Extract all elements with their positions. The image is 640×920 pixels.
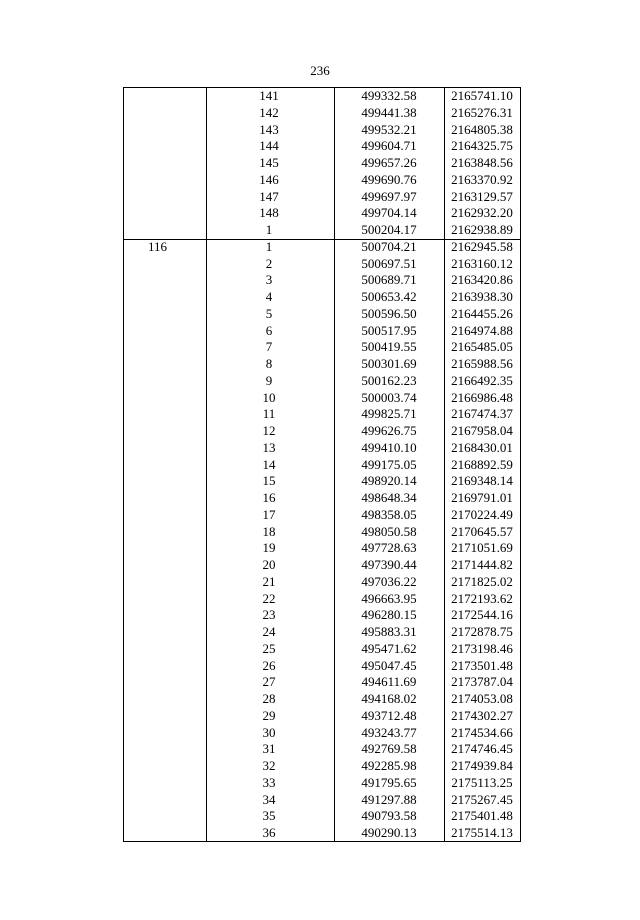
point-cell: 2 — [265, 255, 273, 271]
x-coordinate-cell: 498648.34 — [361, 490, 417, 505]
x-coordinate-cell: 499604.71 — [361, 138, 417, 154]
x-coordinate-cell: 497390.44 — [361, 557, 417, 572]
y-coordinate-cell: 2174939.84 — [451, 758, 513, 773]
y-coordinate-cell: 2163848.56 — [451, 155, 513, 170]
table-row — [124, 239, 520, 256]
point-cell: 28 — [262, 691, 276, 706]
block-cell — [148, 607, 188, 624]
point-cell: 24 — [262, 624, 276, 639]
x-coordinate-cell: 499532.21 — [361, 121, 417, 137]
point-cell: 9 — [265, 372, 273, 388]
block-cell — [148, 373, 188, 390]
point-cell: 5 — [265, 305, 273, 321]
block-cell — [148, 457, 188, 474]
table-row — [124, 574, 520, 591]
point-cell: 143 — [259, 121, 279, 137]
table-row — [124, 256, 520, 273]
point-cell: 142 — [259, 104, 279, 120]
table-row — [124, 691, 520, 708]
x-coordinate-cell: 492769.58 — [361, 741, 417, 757]
point-cell: 35 — [262, 808, 276, 824]
table-row — [124, 189, 520, 206]
y-coordinate-cell: 2171051.69 — [451, 540, 513, 556]
block-cell — [148, 323, 188, 340]
block-cell — [148, 289, 188, 306]
table-row — [124, 373, 520, 390]
table-row — [124, 155, 520, 172]
x-coordinate-cell: 500204.17 — [361, 222, 417, 237]
y-coordinate-cell: 2164974.88 — [451, 322, 513, 338]
x-coordinate-cell: 499626.75 — [361, 423, 417, 438]
point-cell: 32 — [262, 758, 276, 773]
table-row — [124, 758, 520, 775]
x-coordinate-cell: 493712.48 — [361, 707, 417, 723]
x-coordinate-cell: 491297.88 — [361, 791, 417, 807]
table-row — [124, 490, 520, 507]
block-cell — [148, 205, 188, 222]
y-coordinate-cell: 2175514.13 — [451, 825, 513, 840]
point-cell: 1 — [265, 238, 273, 254]
table-row — [124, 658, 520, 675]
table-row — [124, 808, 520, 825]
y-coordinate-cell: 2170224.49 — [451, 506, 513, 522]
table-row — [124, 624, 520, 641]
x-coordinate-cell: 490793.58 — [361, 808, 417, 824]
block-cell — [148, 540, 188, 557]
x-coordinate-cell: 499690.76 — [361, 171, 417, 187]
table-row — [124, 674, 520, 691]
point-cell: 11 — [262, 406, 276, 422]
point-cell: 1 — [265, 222, 273, 237]
x-coordinate-cell: 499704.14 — [361, 205, 417, 221]
y-coordinate-cell: 2168892.59 — [451, 456, 513, 472]
table-row — [124, 440, 520, 457]
point-cell: 146 — [259, 171, 279, 187]
block-cell — [148, 306, 188, 323]
y-coordinate-cell: 2172544.16 — [451, 607, 513, 623]
point-cell: 4 — [265, 289, 273, 304]
y-coordinate-cell: 2163938.30 — [451, 289, 513, 304]
point-cell: 15 — [262, 473, 276, 489]
table-row — [124, 457, 520, 474]
point-cell: 12 — [262, 423, 276, 438]
block-cell — [148, 122, 188, 139]
y-coordinate-cell: 2170645.57 — [451, 523, 513, 539]
block-cell — [148, 658, 188, 675]
y-coordinate-cell: 2162932.20 — [451, 205, 513, 221]
point-cell: 33 — [262, 774, 276, 790]
y-coordinate-cell: 2163420.86 — [451, 272, 513, 288]
block-cell — [148, 591, 188, 608]
table-row — [124, 88, 520, 105]
y-coordinate-cell: 2166986.48 — [451, 389, 513, 405]
block-cell — [148, 272, 188, 289]
point-cell: 29 — [262, 707, 276, 723]
y-coordinate-cell: 2165741.10 — [451, 88, 513, 103]
table-row — [124, 222, 520, 239]
table-row — [124, 725, 520, 742]
point-cell: 25 — [262, 640, 276, 656]
block-cell — [148, 624, 188, 641]
point-cell: 14 — [262, 456, 276, 472]
block-cell: 116 — [148, 238, 168, 254]
y-coordinate-cell: 2164455.26 — [451, 305, 513, 321]
page-number: 236 — [310, 63, 330, 78]
y-coordinate-cell: 2171444.82 — [451, 557, 513, 572]
block-cell — [148, 741, 188, 758]
block-cell — [148, 390, 188, 407]
y-coordinate-cell: 2173198.46 — [451, 640, 513, 656]
x-coordinate-cell: 500697.51 — [361, 255, 417, 271]
y-coordinate-cell: 2175113.25 — [451, 774, 513, 790]
point-cell: 8 — [265, 356, 273, 371]
table-row — [124, 122, 520, 139]
point-cell: 16 — [262, 490, 276, 505]
block-cell — [148, 356, 188, 373]
table-row — [124, 540, 520, 557]
block-cell — [148, 440, 188, 457]
x-coordinate-cell: 500162.23 — [361, 372, 417, 388]
table-row — [124, 272, 520, 289]
block-cell — [148, 674, 188, 691]
point-cell: 23 — [262, 607, 276, 623]
table-row — [124, 323, 520, 340]
table-row — [124, 105, 520, 122]
y-coordinate-cell: 2162938.89 — [451, 222, 513, 237]
point-cell: 10 — [262, 389, 276, 405]
block-cell — [148, 222, 188, 239]
block-cell — [148, 339, 188, 356]
block-cell — [148, 758, 188, 775]
x-coordinate-cell: 499332.58 — [361, 88, 417, 103]
block-cell — [148, 725, 188, 742]
table-row — [124, 607, 520, 624]
block-cell — [148, 524, 188, 541]
block-cell — [148, 691, 188, 708]
x-coordinate-cell: 500517.95 — [361, 322, 417, 338]
table-row — [124, 741, 520, 758]
table-row — [124, 708, 520, 725]
table-row — [124, 507, 520, 524]
coordinate-table — [123, 87, 521, 842]
y-coordinate-cell: 2162945.58 — [451, 238, 513, 254]
x-coordinate-cell: 498920.14 — [361, 473, 417, 489]
y-coordinate-cell: 2174302.27 — [451, 707, 513, 723]
x-coordinate-cell: 499410.10 — [361, 439, 417, 455]
point-cell: 144 — [259, 138, 279, 154]
table-row — [124, 473, 520, 490]
y-coordinate-cell: 2167958.04 — [451, 423, 513, 438]
block-cell — [148, 507, 188, 524]
y-coordinate-cell: 2168430.01 — [451, 439, 513, 455]
point-cell: 30 — [262, 724, 276, 740]
x-coordinate-cell: 500301.69 — [361, 356, 417, 371]
point-cell: 141 — [259, 88, 279, 103]
table-row — [124, 591, 520, 608]
point-cell: 36 — [262, 825, 276, 840]
table-row — [124, 356, 520, 373]
point-cell: 26 — [262, 657, 276, 673]
y-coordinate-cell: 2166492.35 — [451, 372, 513, 388]
x-coordinate-cell: 496663.95 — [361, 590, 417, 606]
x-coordinate-cell: 500653.42 — [361, 289, 417, 304]
x-coordinate-cell: 490290.13 — [361, 825, 417, 840]
x-coordinate-cell: 491795.65 — [361, 774, 417, 790]
y-coordinate-cell: 2175401.48 — [451, 808, 513, 824]
table-row — [124, 825, 520, 842]
block-cell — [148, 256, 188, 273]
block-cell — [148, 775, 188, 792]
block-cell — [148, 155, 188, 172]
block-cell — [148, 138, 188, 155]
table-row — [124, 306, 520, 323]
table-row — [124, 775, 520, 792]
x-coordinate-cell: 497728.63 — [361, 540, 417, 556]
y-coordinate-cell: 2163370.92 — [451, 171, 513, 187]
table-row — [124, 641, 520, 658]
y-coordinate-cell: 2164805.38 — [451, 121, 513, 137]
x-coordinate-cell: 495471.62 — [361, 640, 417, 656]
x-coordinate-cell: 498050.58 — [361, 523, 417, 539]
table-row — [124, 205, 520, 222]
y-coordinate-cell: 2165276.31 — [451, 104, 513, 120]
y-coordinate-cell: 2169791.01 — [451, 490, 513, 505]
table-row — [124, 524, 520, 541]
point-cell: 34 — [262, 791, 276, 807]
point-cell: 3 — [265, 272, 273, 288]
x-coordinate-cell: 493243.77 — [361, 724, 417, 740]
y-coordinate-cell: 2169348.14 — [451, 473, 513, 489]
y-coordinate-cell: 2165988.56 — [451, 356, 513, 371]
block-cell — [148, 708, 188, 725]
x-coordinate-cell: 499825.71 — [361, 406, 417, 422]
x-coordinate-cell: 500596.50 — [361, 305, 417, 321]
x-coordinate-cell: 500704.21 — [361, 238, 417, 254]
table-row — [124, 390, 520, 407]
block-cell — [148, 105, 188, 122]
y-coordinate-cell: 2164325.75 — [451, 138, 513, 154]
block-cell — [148, 189, 188, 206]
x-coordinate-cell: 495883.31 — [361, 624, 417, 639]
x-coordinate-cell: 500003.74 — [361, 389, 417, 405]
x-coordinate-cell: 499175.05 — [361, 456, 417, 472]
table-row — [124, 792, 520, 809]
block-cell — [148, 423, 188, 440]
point-cell: 31 — [262, 741, 276, 757]
point-cell: 17 — [262, 506, 276, 522]
table-row — [124, 289, 520, 306]
x-coordinate-cell: 499657.26 — [361, 155, 417, 170]
x-coordinate-cell: 496280.15 — [361, 607, 417, 623]
x-coordinate-cell: 494611.69 — [361, 674, 417, 690]
point-cell: 145 — [259, 155, 279, 170]
table-row — [124, 423, 520, 440]
y-coordinate-cell: 2174746.45 — [451, 741, 513, 757]
y-coordinate-cell: 2173501.48 — [451, 657, 513, 673]
point-cell: 13 — [262, 439, 276, 455]
block-cell — [148, 574, 188, 591]
point-cell: 18 — [262, 523, 276, 539]
block-cell — [148, 88, 188, 105]
block-cell — [148, 490, 188, 507]
y-coordinate-cell: 2172878.75 — [451, 624, 513, 639]
y-coordinate-cell: 2175267.45 — [451, 791, 513, 807]
y-coordinate-cell: 2163160.12 — [451, 255, 513, 271]
table-row — [124, 138, 520, 155]
x-coordinate-cell: 492285.98 — [361, 758, 417, 773]
x-coordinate-cell: 495047.45 — [361, 657, 417, 673]
block-cell — [148, 557, 188, 574]
y-coordinate-cell: 2163129.57 — [451, 188, 513, 204]
y-coordinate-cell: 2174534.66 — [451, 724, 513, 740]
y-coordinate-cell: 2173787.04 — [451, 674, 513, 690]
x-coordinate-cell: 497036.22 — [361, 573, 417, 589]
x-coordinate-cell: 498358.05 — [361, 506, 417, 522]
point-cell: 20 — [262, 557, 276, 572]
point-cell: 19 — [262, 540, 276, 556]
x-coordinate-cell: 499441.38 — [361, 104, 417, 120]
block-cell — [148, 406, 188, 423]
point-cell: 21 — [262, 573, 276, 589]
table-row — [124, 172, 520, 189]
point-cell: 7 — [265, 339, 273, 355]
point-cell: 147 — [259, 188, 279, 204]
point-cell: 27 — [262, 674, 276, 690]
table-row — [124, 339, 520, 356]
y-coordinate-cell: 2165485.05 — [451, 339, 513, 355]
block-cell — [148, 825, 188, 842]
table-row — [124, 557, 520, 574]
point-cell: 22 — [262, 590, 276, 606]
y-coordinate-cell: 2171825.02 — [451, 573, 513, 589]
x-coordinate-cell: 500419.55 — [361, 339, 417, 355]
block-cell — [148, 172, 188, 189]
x-coordinate-cell: 500689.71 — [361, 272, 417, 288]
y-coordinate-cell: 2172193.62 — [451, 590, 513, 606]
y-coordinate-cell: 2167474.37 — [451, 406, 513, 422]
block-cell — [148, 641, 188, 658]
x-coordinate-cell: 499697.97 — [361, 188, 417, 204]
block-cell — [148, 808, 188, 825]
table-row — [124, 406, 520, 423]
x-coordinate-cell: 494168.02 — [361, 691, 417, 706]
point-cell: 148 — [259, 205, 279, 221]
y-coordinate-cell: 2174053.08 — [451, 691, 513, 706]
block-cell — [148, 792, 188, 809]
block-cell — [148, 473, 188, 490]
point-cell: 6 — [265, 322, 273, 338]
